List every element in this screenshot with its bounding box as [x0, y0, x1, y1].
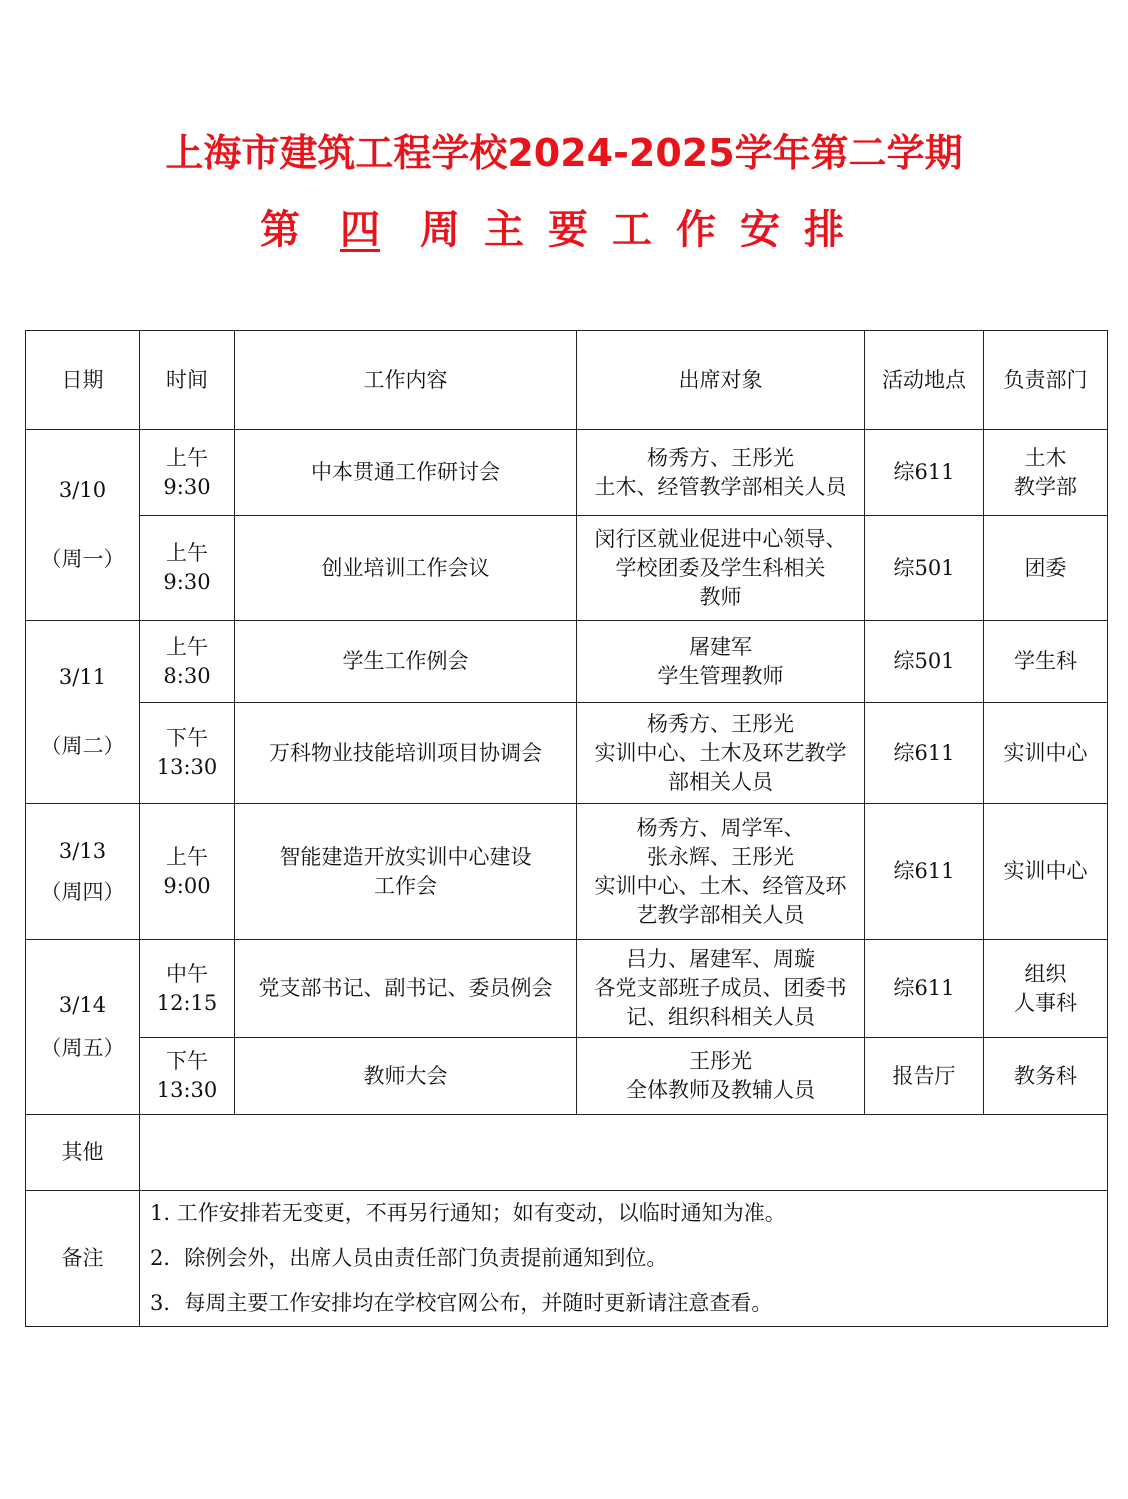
- date-cell: 3/14 （周五）: [26, 940, 140, 1115]
- location-cell: 综611: [865, 804, 984, 940]
- document-subtitle: [0, 198, 1128, 255]
- content-cell: 党支部书记、副书记、委员例会: [235, 940, 577, 1038]
- table-row: [26, 516, 1108, 621]
- dept-cell: 教务科: [984, 1038, 1108, 1115]
- table-row: [26, 804, 1108, 940]
- header-row: [26, 331, 1108, 430]
- time-cell: 中午 12:15: [140, 940, 235, 1038]
- subtitle-suffix: 周主要工作安排: [420, 207, 868, 253]
- other-label: 其他: [26, 1115, 140, 1191]
- dept-cell: 学生科: [984, 621, 1108, 703]
- week-number: 四: [340, 207, 380, 253]
- remarks-content: [140, 1191, 1108, 1327]
- remarks-label: 备注: [26, 1191, 140, 1327]
- content-cell: 万科物业技能培训项目协调会: [235, 703, 577, 804]
- schedule-table: [25, 330, 1108, 1327]
- header-attendees: 出席对象: [577, 331, 865, 430]
- dept-cell: 团委: [984, 516, 1108, 621]
- location-cell: 综611: [865, 940, 984, 1038]
- time-cell: 上午 9:00: [140, 804, 235, 940]
- attendees-cell: 王彤光 全体教师及教辅人员: [577, 1038, 865, 1115]
- time-cell: 下午 13:30: [140, 1038, 235, 1115]
- content-cell: 创业培训工作会议: [235, 516, 577, 621]
- location-cell: 综501: [865, 516, 984, 621]
- content-cell: 智能建造开放实训中心建设 工作会: [235, 804, 577, 940]
- dept-cell: 实训中心: [984, 703, 1108, 804]
- remarks-row: [26, 1191, 1108, 1327]
- header-date: 日期: [26, 331, 140, 430]
- dept-cell: 组织 人事科: [984, 940, 1108, 1038]
- remark-line: 2．除例会外，出席人员由责任部门负责提前通知到位。: [150, 1246, 668, 1270]
- location-cell: 综611: [865, 703, 984, 804]
- table-row: [26, 940, 1108, 1038]
- time-cell: 上午 8:30: [140, 621, 235, 703]
- time-cell: 上午 9:30: [140, 430, 235, 516]
- location-cell: 综501: [865, 621, 984, 703]
- remark-line: 1. 工作安排若无变更，不再另行通知；如有变动，以临时通知为准。: [150, 1201, 786, 1225]
- attendees-cell: 杨秀方、王彤光 实训中心、土木及环艺教学 部相关人员: [577, 703, 865, 804]
- attendees-cell: 屠建军 学生管理教师: [577, 621, 865, 703]
- document-title: 上海市建筑工程学校2024-2025学年第二学期: [165, 131, 963, 175]
- table-row: [26, 1038, 1108, 1115]
- attendees-cell: 闵行区就业促进中心领导、 学校团委及学生科相关 教师: [577, 516, 865, 621]
- other-content: [140, 1115, 1108, 1191]
- table-row: [26, 703, 1108, 804]
- location-cell: 综611: [865, 430, 984, 516]
- date-cell: 3/13 （周四）: [26, 804, 140, 940]
- location-cell: 报告厅: [865, 1038, 984, 1115]
- time-cell: 上午 9:30: [140, 516, 235, 621]
- content-cell: 中本贯通工作研讨会: [235, 430, 577, 516]
- table-row: [26, 621, 1108, 703]
- header-time: 时间: [140, 331, 235, 430]
- other-row: [26, 1115, 1108, 1191]
- table-row: [26, 430, 1108, 516]
- date-cell: 3/10 （周一）: [26, 430, 140, 621]
- header-location: 活动地点: [865, 331, 984, 430]
- content-cell: 教师大会: [235, 1038, 577, 1115]
- header-content: 工作内容: [235, 331, 577, 430]
- dept-cell: 土木 教学部: [984, 430, 1108, 516]
- subtitle-prefix: 第: [260, 207, 300, 253]
- dept-cell: 实训中心: [984, 804, 1108, 940]
- time-cell: 下午 13:30: [140, 703, 235, 804]
- attendees-cell: 杨秀方、周学军、 张永辉、王彤光 实训中心、土木、经管及环 艺教学部相关人员: [577, 804, 865, 940]
- attendees-cell: 杨秀方、王彤光 土木、经管教学部相关人员: [577, 430, 865, 516]
- attendees-cell: 吕力、屠建军、周璇 各党支部班子成员、团委书 记、组织科相关人员: [577, 940, 865, 1038]
- remark-line: 3．每周主要工作安排均在学校官网公布，并随时更新请注意查看。: [150, 1291, 773, 1315]
- header-dept: 负责部门: [984, 331, 1108, 430]
- content-cell: 学生工作例会: [235, 621, 577, 703]
- date-cell: 3/11 （周二）: [26, 621, 140, 804]
